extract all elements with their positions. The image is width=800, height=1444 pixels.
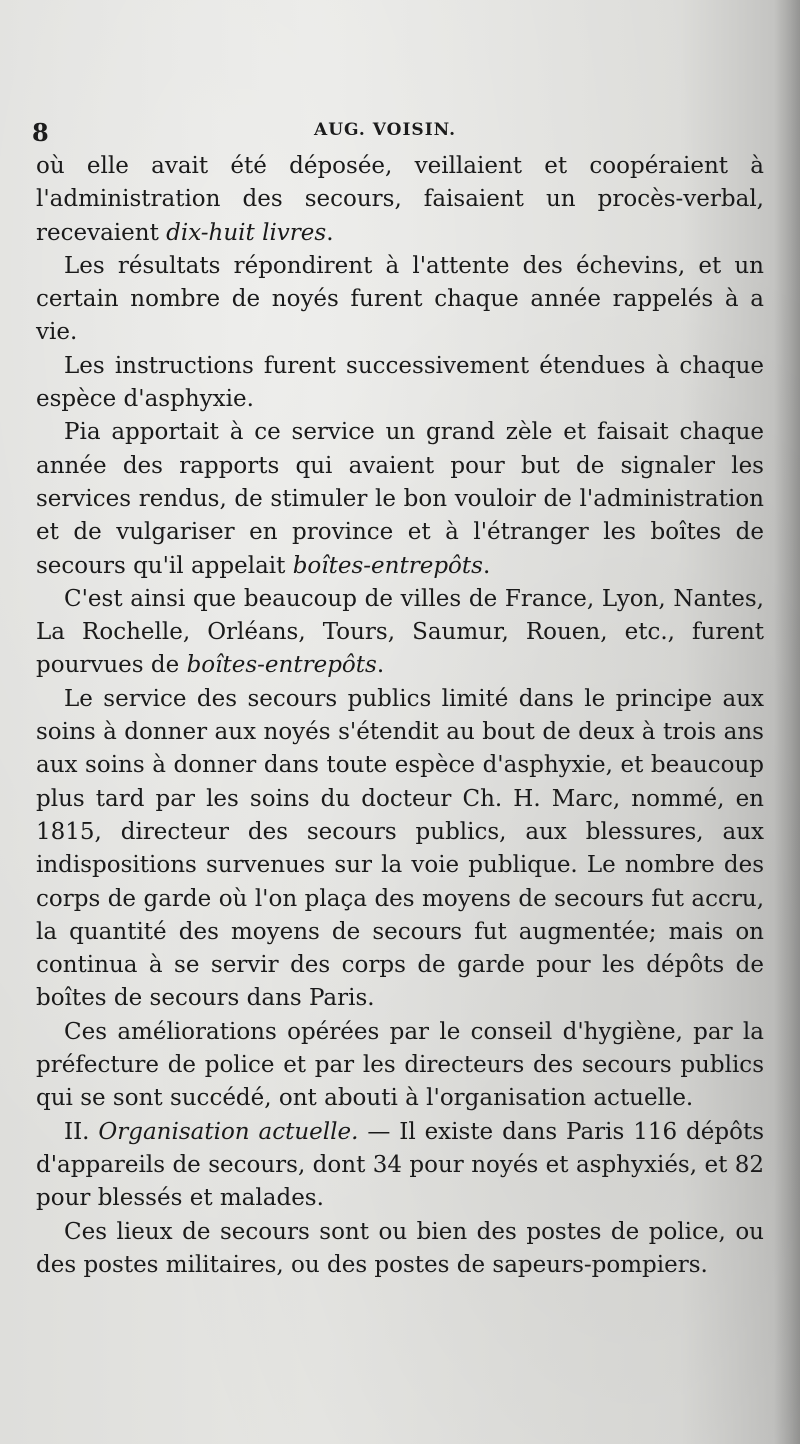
section-paragraph: II. Organisation actuelle. — Il existe dans Paris 116 dépôts d'appareils de secours, dont 34 pour noyés et asphyxiés, et 82 pour blessés et malades. <box>36 1118 764 1212</box>
page-number: 8 <box>32 118 49 147</box>
paragraph: où elle avait été déposée, veillaient et coopéraient à l'administration des secours, faisaient un procès-verbal, recevaient dix-huit livres. <box>36 153 764 246</box>
paragraph: Ces lieux de secours sont ou bien des postes de police, ou des postes militaires, ou des postes de sapeurs-pompiers. <box>36 1218 764 1278</box>
running-head: AUG. VOISIN. <box>314 120 457 140</box>
paragraph: Les instructions furent successivement étendues à chaque espèce d'asphyxie. <box>36 352 764 413</box>
paragraph: Les résultats répondirent à l'attente des échevins, et un certain nombre de noyés furent chaque année rappelés à a vie. <box>36 252 764 346</box>
paragraph: Pia apportait à ce service un grand zèle et faisait chaque année des rapports qui avaient pour but de signaler les services rendus, de stimuler le bon vouloir de l'administration et de vulgariser en province et à l'étranger les boîtes de secours qu'il appelait boîtes-entrepôts. <box>36 419 764 579</box>
page-header <box>32 118 752 148</box>
page-edge-shadow <box>774 0 800 1444</box>
paragraph: Ces améliorations opérées par le conseil d'hygiène, par la préfecture de police et par les directeurs des secours publics qui se sont succédé, ont abouti à l'organisation actuelle. <box>36 1018 764 1112</box>
body-text <box>36 150 764 1282</box>
paragraph: C'est ainsi que beaucoup de villes de France, Lyon, Nantes, La Rochelle, Orléans, Tours, Saumur, Rouen, etc., furent pourvues de boîtes-entrepôts. <box>36 585 764 679</box>
paragraph: Le service des secours publics limité dans le principe aux soins à donner aux noyés s'étendit au bout de deux à trois ans aux soins à donner dans toute espèce d'asphyxie, et beaucoup plus tard par les soins du docteur Ch. H. Marc, nommé, en 1815, directeur des secours publics, aux blessures, aux indispositions survenues sur la voie publique. Le nombre des corps de garde où l'on plaça des moyens de secours fut accru, la quantité des moyens de secours fut augmentée; mais on continua à se servir des corps de garde pour les dépôts de boîtes de secours dans Paris. <box>36 685 764 1012</box>
